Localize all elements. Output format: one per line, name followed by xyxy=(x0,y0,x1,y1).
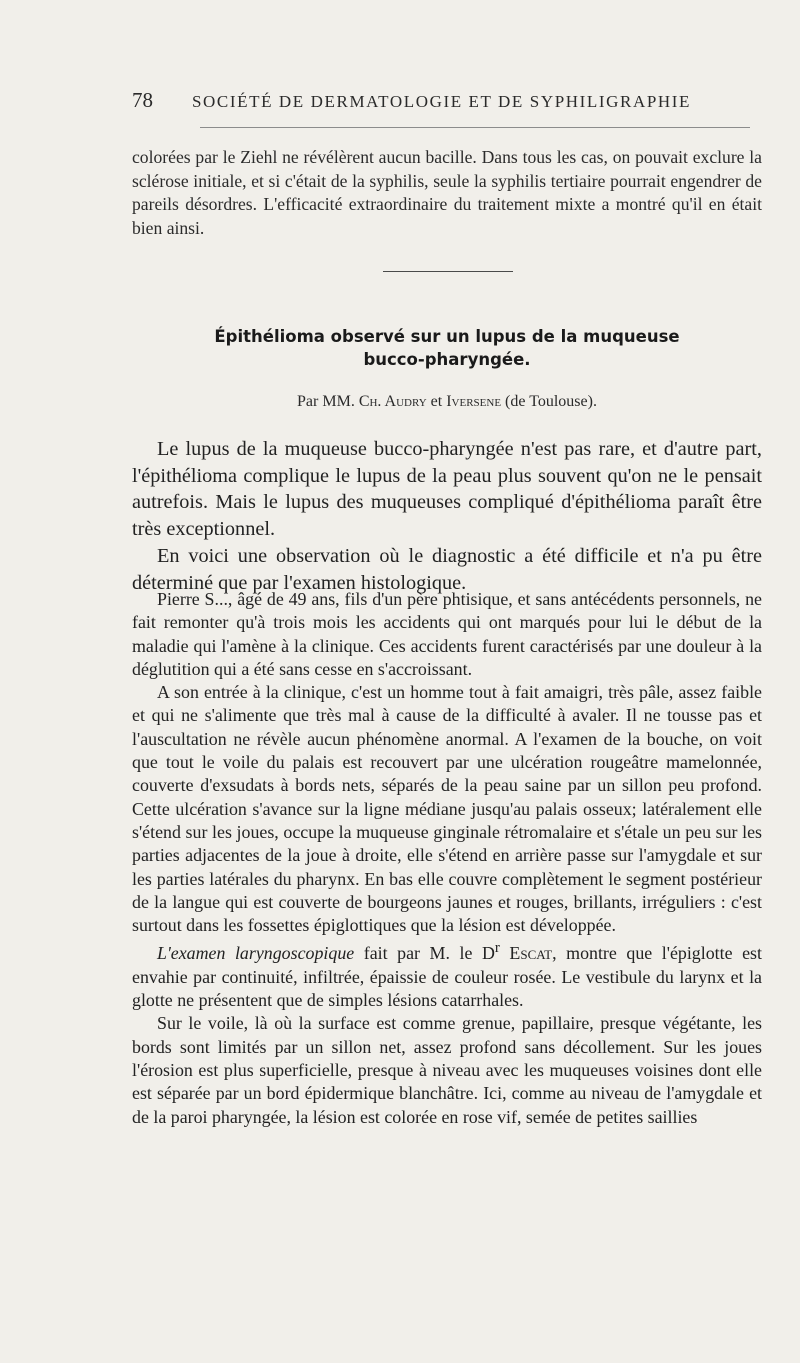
exam-part-2: , montre que l'épiglotte est envahie par continuité, infiltrée, épaissie de couleur rosée. Le vestibule du larynx et la glotte ne présentent que de simples lésions catarrhales. xyxy=(132,943,762,1011)
intro-paragraph: colorées par le Ziehl ne révélèrent aucun bacille. Dans tous les cas, on pouvait exclure la sclérose initiale, et si c'était de la syphilis, seule la syphilis tertiaire pourrait engendrer de pareils désordres. L'efficacité extraordinaire du traitement mixte a montré qu'il en était bien ainsi. xyxy=(132,147,762,238)
exam-paragraph xyxy=(132,937,762,1012)
lead-paragraph-2: En voici une observation où le diagnostic a été difficile et n'a pu être déterminé que par l'examen histologique. xyxy=(132,544,762,594)
header-rule xyxy=(200,127,750,128)
body-block xyxy=(132,588,762,1129)
intro-block xyxy=(132,146,762,240)
byline-conj: et xyxy=(430,393,443,410)
byline-place: (de Toulouse). xyxy=(505,393,597,410)
section-separator xyxy=(383,271,513,272)
page-number: 78 xyxy=(132,88,153,112)
exam-italic-lead: L'examen laryngoscopique xyxy=(157,943,355,964)
final-paragraph: Sur le voile, là où la surface est comme grenue, papillaire, presque végétante, les bords sont limités par un sillon net, assez profond sans décollement. Sur les joues l'érosion est plus superficielle, presque à niveau avec les muqueuses voisines dont elle est séparée par un bord épidermique blanchâtre. Ici, comme au niveau de l'amygdale et de la paroi pharyngée, la lésion est colorée en rose vif, semée de petites saillies xyxy=(132,1013,762,1127)
body-paragraph-2: A son entrée à la clinique, c'est un homme tout à fait amaigri, très pâle, assez faible et qui ne s'alimente que très mal à cause de la difficulté à avaler. Il ne tousse pas et l'auscultation ne révèle aucun phénomène anormal. A l'examen de la bouche, on voit que tout le voile du palais est recouvert par une ulcération rougeâtre mamelonnée, couverte d'exsudats à bords nets, séparés de la peau saine par un sillon peu profond. Cette ulcération s'avance sur la ligne médiane jusqu'au palais osseux; latéralement elle s'étend sur les joues, occupe la muqueuse ginginale rétromalaire et s'étale un peu sur les parties adjacentes de la joue à droite, elle s'étend en arrière passe sur l'amygdale et sur les parties latérales du pharynx. En bas elle couvre complètement le segment postérieur de la langue qui est couverte de bourgeons jaunes et rouges, brillants, irréguliers : c'est surtout dans les fossettes épiglottiques que la lésion est développée. xyxy=(132,682,762,936)
byline-author-2: Iversene xyxy=(446,393,502,410)
byline xyxy=(132,393,762,411)
article-title-line-1: Épithélioma observé sur un lupus de la muqueuse xyxy=(214,327,680,346)
exam-part-1: fait par M. le D xyxy=(354,943,495,964)
running-title: SOCIÉTÉ DE DERMATOLOGIE ET DE SYPHILIGRAPHIE xyxy=(192,92,692,111)
exam-superscript: r xyxy=(494,940,500,957)
body-paragraph-1: Pierre S..., âgé de 49 ans, fils d'un père phtisique, et sans antécédents personnels, ne fait remonter qu'à trois mois les accidents qui ont marqués pour lui le début de la maladie qui l'amène à la clinique. Ces accidents furent caractérisés par une douleur à la déglutition qui a été sans cesse en s'accroissant. xyxy=(132,589,762,679)
exam-name: Escat xyxy=(509,943,553,964)
article-title xyxy=(132,325,762,371)
lead-paragraph-1: Le lupus de la muqueuse bucco-pharyngée n'est pas rare, et d'autre part, l'épithélioma complique le lupus de la peau plus souvent qu'on ne le pensait autrefois. Mais le lupus des muqueuses compliqué d'épithélioma paraît être très exceptionnel. xyxy=(132,438,762,541)
article-title-line-2: bucco-pharyngée. xyxy=(363,350,531,369)
byline-author-1: Ch. Audry xyxy=(358,393,427,410)
byline-prefix: Par MM. xyxy=(297,393,355,410)
page-header xyxy=(132,88,764,113)
lead-block xyxy=(132,436,762,596)
